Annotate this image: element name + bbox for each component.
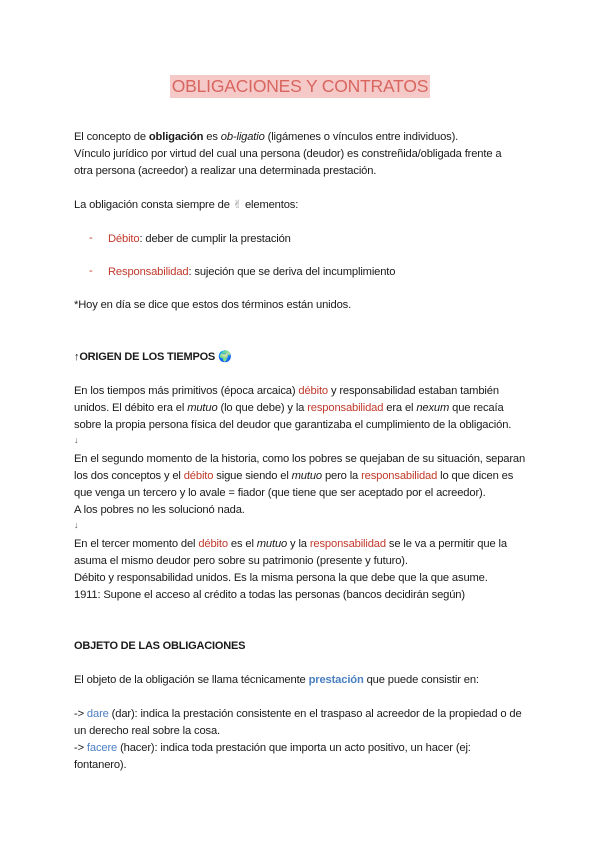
bullet-dash: - [89,232,93,244]
victory-hand-icon: ✌ [232,199,242,211]
origen-p3-line-4: 1911: Supone el acceso al crédito a todas las personas (bancos decidirán según) [74,589,465,601]
intro-line-1: El concepto de obligación es ob-ligatio (ligámenes o vínculos entre individuos). [74,131,459,143]
origen-p3-line-2: asuma el mismo deudor pero sobre su patrimonio (presente y futuro). [74,555,408,567]
objeto-dare-line-2: un derecho real sobre la cosa. [74,725,221,737]
origen-p1-line-2: unidos. El débito era el mutuo (lo que debe) y la responsabilidad era el nexum que recaía [74,402,504,414]
bullet-dash: - [89,265,93,277]
note: *Hoy en día se dice que estos dos términos están unidos. [74,299,352,311]
section-heading-objeto: OBJETO DE LAS OBLIGACIONES [74,640,246,652]
globe-icon: 🌍 [217,351,232,363]
origen-p2-line-2: los dos conceptos y el débito sigue siendo el mutuo pero la responsabilidad lo que dicen es [74,470,514,482]
origen-p3-line-1: En el tercer momento del débito es el mutuo y la responsabilidad se le va a permitir que la [74,538,507,550]
objeto-dare-line-1: -> dare (dar): indica la prestación consistente en el traspaso al acreedor de la propiedad o de [74,708,522,720]
origen-p2-line-4: A los pobres no les solucionó nada. [74,504,245,516]
section-heading-origen: ↑ORIGEN DE LOS TIEMPOS 🌍 [74,351,232,363]
bullet-debito: Débito: deber de cumplir la prestación [108,233,291,245]
objeto-facere-line-1: -> facere (hacer): indica toda prestación que importa un acto positivo, un hacer (ej: [74,742,471,754]
title-wrap [0,75,600,98]
up-arrow-icon: ↑ [74,351,80,363]
origen-p1-line-3: sobre la propia persona física del deudor que garantizaba el cumplimiento de la obligación. [74,419,512,431]
origen-p3-line-3: Débito y responsabilidad unidos. Es la misma persona la que debe que la que asume. [74,572,488,584]
objeto-line-1: El objeto de la obligación se llama técnicamente prestación que puede consistir en: [74,674,479,686]
intro-line-3: otra persona (acreedor) a realizar una determinada prestación. [74,165,377,177]
objeto-facere-line-2: fontanero). [74,759,127,771]
down-arrow-icon: ↓ [74,435,79,445]
origen-p1-line-1: En los tiempos más primitivos (época arcaica) débito y responsabilidad estaban también [74,385,499,397]
origen-p2-line-1: En el segundo momento de la historia, como los pobres se quejaban de su situación, separan [74,453,526,465]
bullet-responsabilidad: Responsabilidad: sujeción que se deriva del incumplimiento [108,266,396,278]
down-arrow-icon: ↓ [74,520,79,530]
page-title: OBLIGACIONES Y CONTRATOS [171,76,429,96]
origen-p2-line-3: que venga un tercero y lo avale = fiador (que tiene que ser aceptado por el acreedor). [74,487,486,499]
intro-line-2: Vínculo jurídico por virtud del cual una persona (deudor) es constreñida/obligada frente a [74,148,502,160]
intro-line-4: La obligación consta siempre de ✌ elementos: [74,199,299,211]
